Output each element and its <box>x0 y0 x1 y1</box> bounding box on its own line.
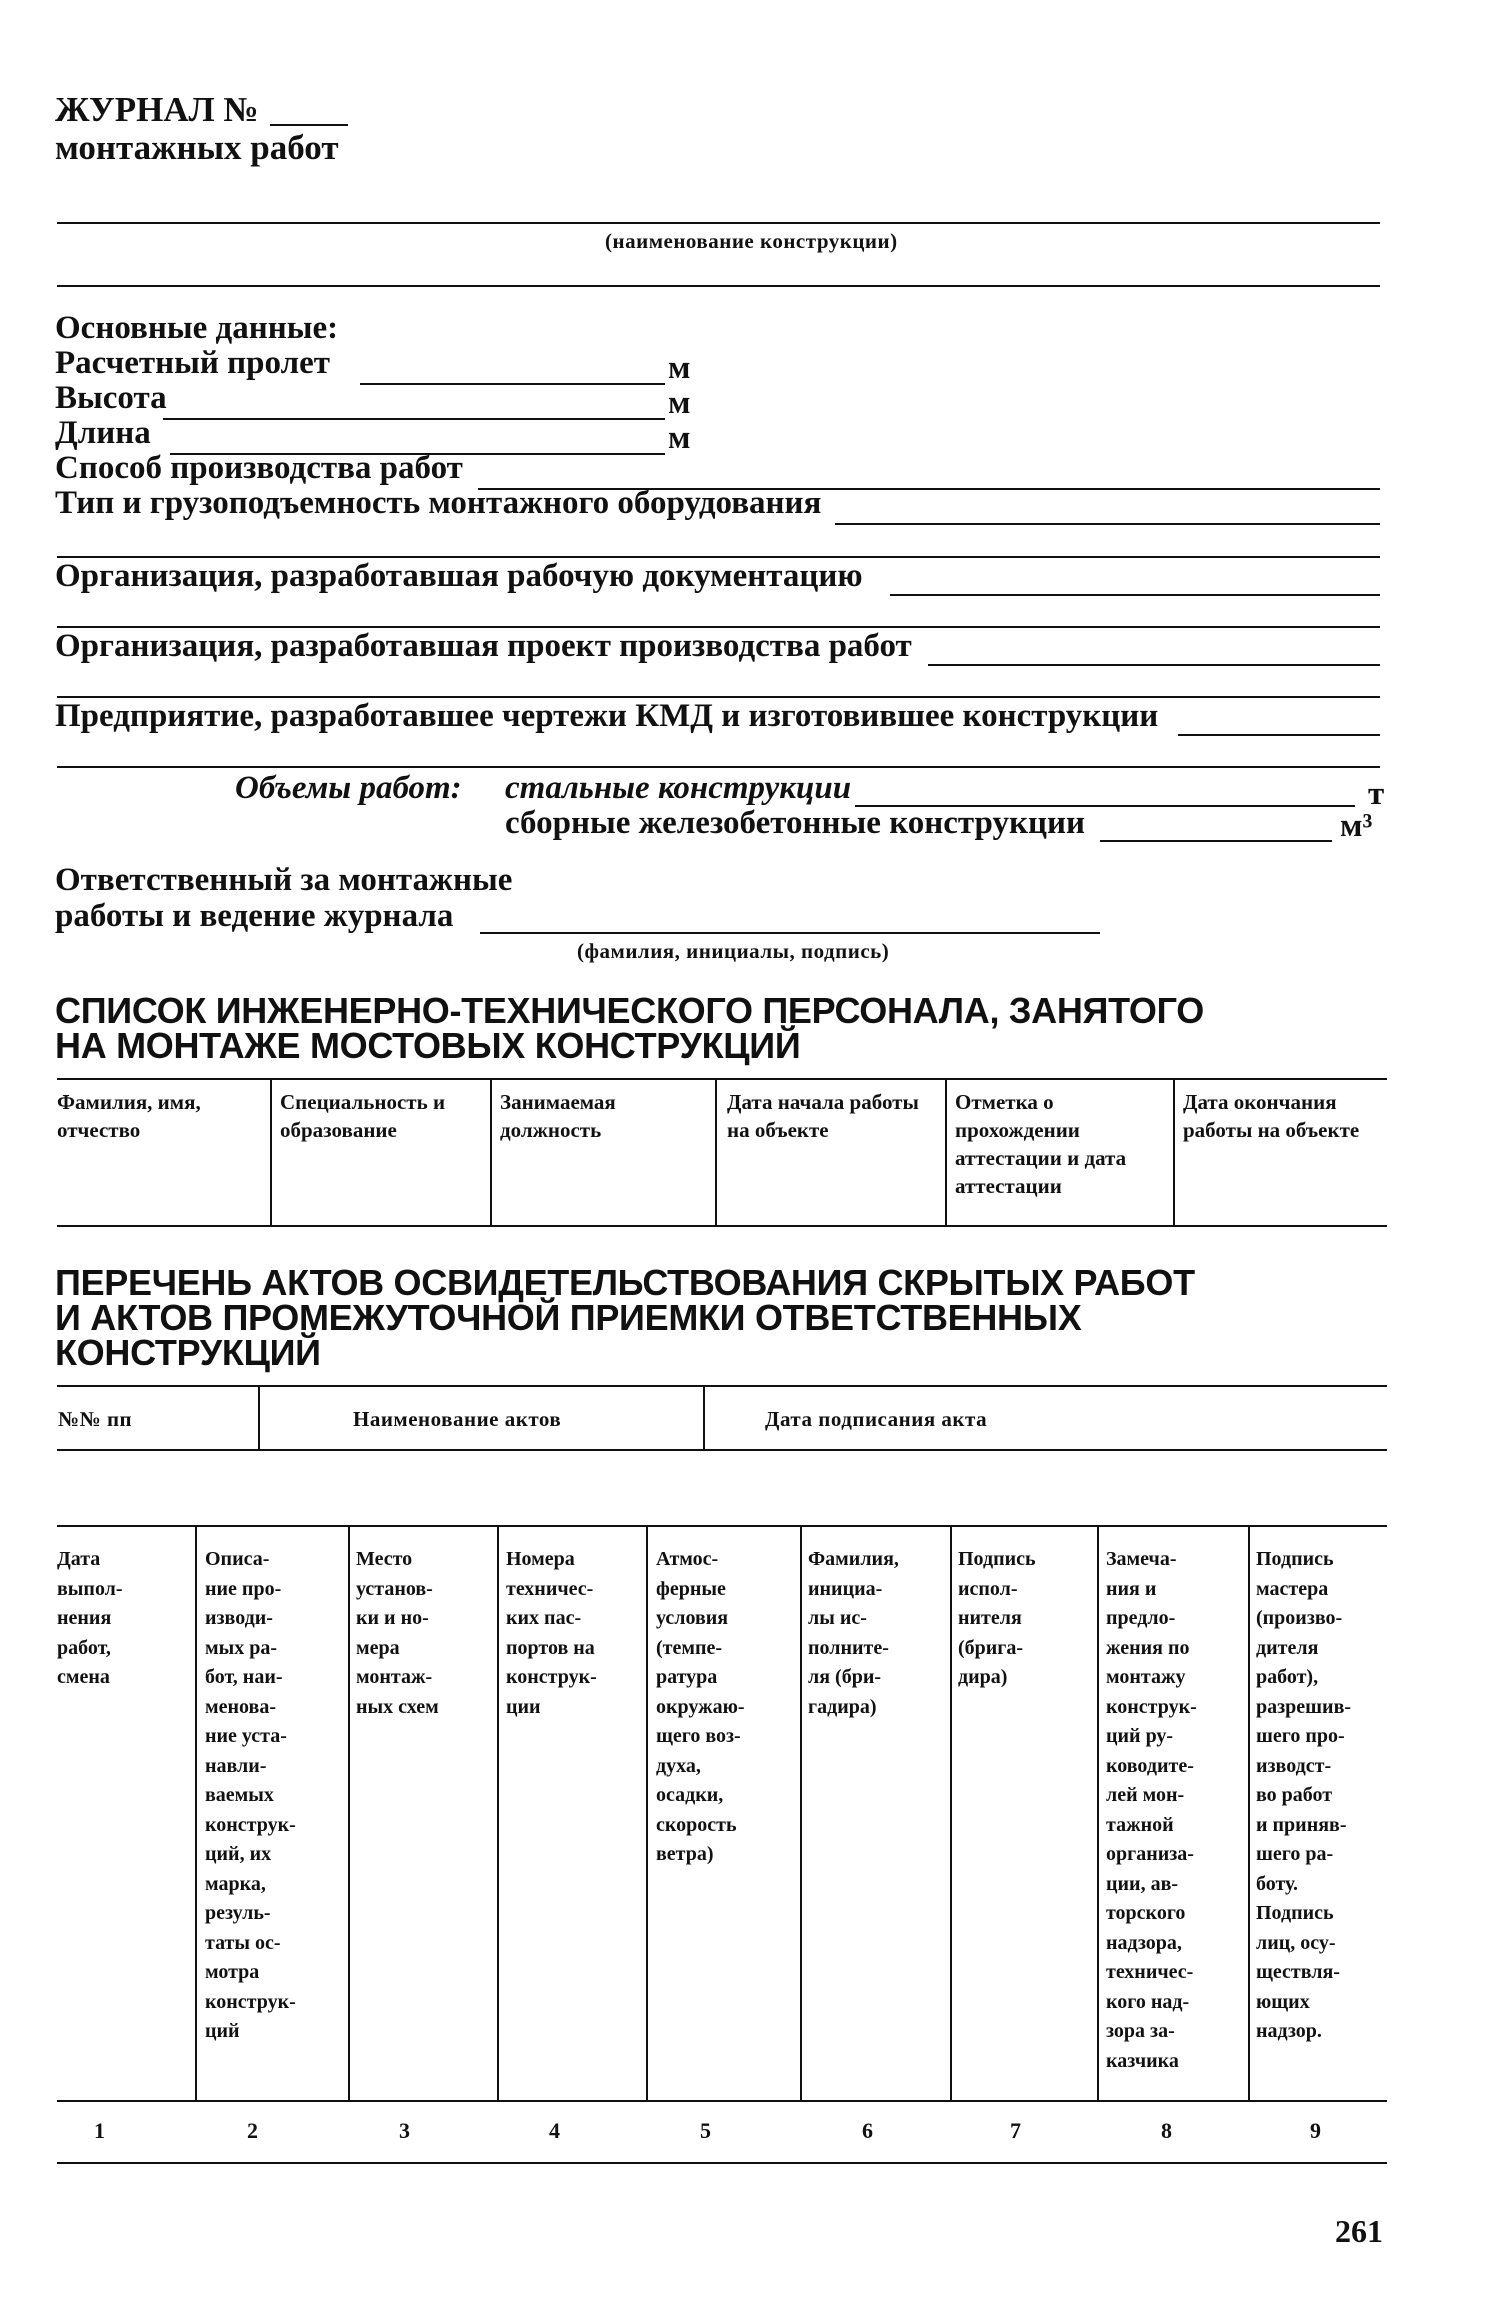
staff-heading-line1: СПИСОК ИНЖЕНЕРНО-ТЕХНИЧЕСКОГО ПЕРСОНАЛА, ЗАНЯТОГО <box>55 990 1204 1031</box>
method-label: Способ производства работ <box>55 450 463 486</box>
work-col-divider <box>800 1525 802 2100</box>
construction-line <box>57 222 1380 224</box>
journal-title: ЖУРНАЛ № <box>55 90 259 129</box>
staff-col-divider <box>715 1078 717 1225</box>
staff-heading-line2: НА МОНТАЖЕ МОСТОВЫХ КОНСТРУКЦИЙ <box>55 1025 801 1066</box>
equipment-blank <box>835 523 1380 525</box>
journal-subtitle: монтажных работ <box>55 128 339 167</box>
journal-number-blank <box>270 124 348 126</box>
construction-line-2 <box>57 285 1380 287</box>
basic-data-heading: Основные данные: <box>55 310 339 346</box>
acts-col-number: №№ пп <box>58 1407 133 1431</box>
length-unit: м <box>668 420 691 456</box>
work-col-divider <box>1097 1525 1099 2100</box>
acts-col-divider <box>703 1385 705 1449</box>
staff-col-attestation: Отметка о прохождении аттестации и дата аттестации <box>955 1090 1127 1198</box>
work-col-number: 8 <box>1161 2118 1172 2143</box>
org-project-blank <box>928 664 1380 666</box>
acts-col-divider <box>258 1385 260 1449</box>
acts-col-name: Наименование актов <box>353 1407 562 1431</box>
work-col-number: 2 <box>247 2118 258 2143</box>
acts-heading-line2: И АКТОВ ПРОМЕЖУТОЧНОЙ ПРИЕМКИ ОТВЕТСТВЕННЫХ <box>55 1297 1082 1338</box>
work-col-master-signature: Подпись мастера (произво- дителя работ), разрешив- шего про- изводст- во работ и приняв- шего ра- боту. Подпись лиц, осу- ществля- ющих надзор. <box>1256 1548 1352 2042</box>
org-docs-label: Организация, разработавшая рабочую документацию <box>55 558 863 594</box>
equipment-label: Тип и грузоподъемность монтажного оборудования <box>55 485 822 521</box>
acts-table-top <box>57 1385 1387 1387</box>
responsible-blank <box>480 932 1100 934</box>
work-table-header-bottom <box>57 2100 1387 2102</box>
work-col-number: 4 <box>549 2118 560 2143</box>
responsible-caption: (фамилия, инициалы, подпись) <box>577 939 890 963</box>
construction-caption: (наименование конструкции) <box>605 229 898 253</box>
work-col-number: 6 <box>862 2118 873 2143</box>
work-col-number: 7 <box>1010 2118 1021 2143</box>
steel-label: стальные конструкции <box>505 770 852 806</box>
acts-table-bottom <box>57 1449 1387 1451</box>
acts-col-date: Дата подписания акта <box>765 1407 988 1431</box>
acts-heading-line1: ПЕРЕЧЕНЬ АКТОВ ОСВИДЕТЕЛЬСТВОВАНИЯ СКРЫТЫХ РАБОТ <box>55 1262 1195 1303</box>
work-col-number: 1 <box>94 2118 105 2143</box>
org-project-label: Организация, разработавшая проект производства работ <box>55 628 912 664</box>
length-label: Длина <box>55 415 151 451</box>
work-col-divider <box>950 1525 952 2100</box>
span-blank <box>360 383 665 385</box>
work-col-description: Описа- ние про- изводи- мых ра- бот, наи- менова- ние уста- навли- ваемых конструк- ций, их марка, резуль- таты ос- мотра конструк- ций <box>205 1548 296 2042</box>
work-col-remarks: Замеча- ния и предло- жения по монтажу конструк- ций ру- ководите- лей мон- тажной организа- ции, ав- торского надзора, техничес- кого над- зора за- казчика <box>1106 1548 1197 2072</box>
staff-col-divider <box>1173 1078 1175 1225</box>
staff-col-position: Занимаемая должность <box>500 1090 616 1142</box>
staff-col-start-date: Дата начала работы на объекте <box>727 1090 919 1142</box>
concrete-unit: м³ <box>1340 808 1373 844</box>
staff-col-end-date: Дата окончания работы на объекте <box>1183 1090 1360 1142</box>
concrete-blank <box>1100 840 1332 842</box>
staff-table-top <box>57 1078 1387 1080</box>
steel-unit: т <box>1368 776 1385 812</box>
work-col-weather: Атмос- ферные условия (темпе- ратура окружаю- щего воз- духа, осадки, скорость ветра) <box>656 1548 745 1865</box>
work-col-date: Дата выпол- нения работ, смена <box>57 1548 123 1688</box>
enterprise-line-2 <box>57 766 1380 768</box>
work-col-performer: Фамилия, инициа- лы ис- полните- ля (бри- гадира) <box>808 1548 899 1718</box>
staff-col-name: Фамилия, имя, отчество <box>57 1090 201 1142</box>
work-table-bottom <box>57 2162 1387 2164</box>
concrete-label: сборные железобетонные конструкции <box>505 805 1086 841</box>
staff-col-specialty: Специальность и образование <box>280 1090 446 1142</box>
responsible-line2: работы и ведение журнала <box>55 898 454 934</box>
work-col-location: Место установ- ки и но- мера монтаж- ных схем <box>356 1548 439 1718</box>
work-table-top <box>57 1525 1387 1527</box>
work-col-number: 9 <box>1310 2118 1321 2143</box>
work-col-passports: Номера техничес- ких пас- портов на конструк- ции <box>506 1548 597 1718</box>
acts-heading-line3: КОНСТРУКЦИЙ <box>55 1332 321 1373</box>
work-col-divider <box>195 1525 197 2100</box>
staff-col-divider <box>945 1078 947 1225</box>
staff-col-divider <box>270 1078 272 1225</box>
enterprise-label: Предприятие, разработавшее чертежи КМД и изготовившее конструкции <box>55 698 1159 734</box>
work-col-divider <box>1248 1525 1250 2100</box>
org-docs-blank <box>890 594 1380 596</box>
volumes-label: Объемы работ: <box>235 770 462 806</box>
work-col-divider <box>646 1525 648 2100</box>
responsible-line1: Ответственный за монтажные <box>55 862 513 898</box>
height-unit: м <box>668 385 691 421</box>
page-number: 261 <box>1335 2213 1383 2249</box>
height-label: Высота <box>55 380 167 416</box>
span-unit: м <box>668 350 691 386</box>
work-col-divider <box>497 1525 499 2100</box>
work-col-number: 3 <box>399 2118 410 2143</box>
work-col-number: 5 <box>700 2118 711 2143</box>
enterprise-blank <box>1178 734 1380 736</box>
height-blank <box>163 418 665 420</box>
work-col-performer-signature: Подпись испол- нителя (брига- дира) <box>958 1548 1036 1688</box>
staff-col-divider <box>490 1078 492 1225</box>
staff-table-bottom <box>57 1225 1387 1227</box>
work-col-divider <box>348 1525 350 2100</box>
span-label: Расчетный пролет <box>55 345 330 381</box>
